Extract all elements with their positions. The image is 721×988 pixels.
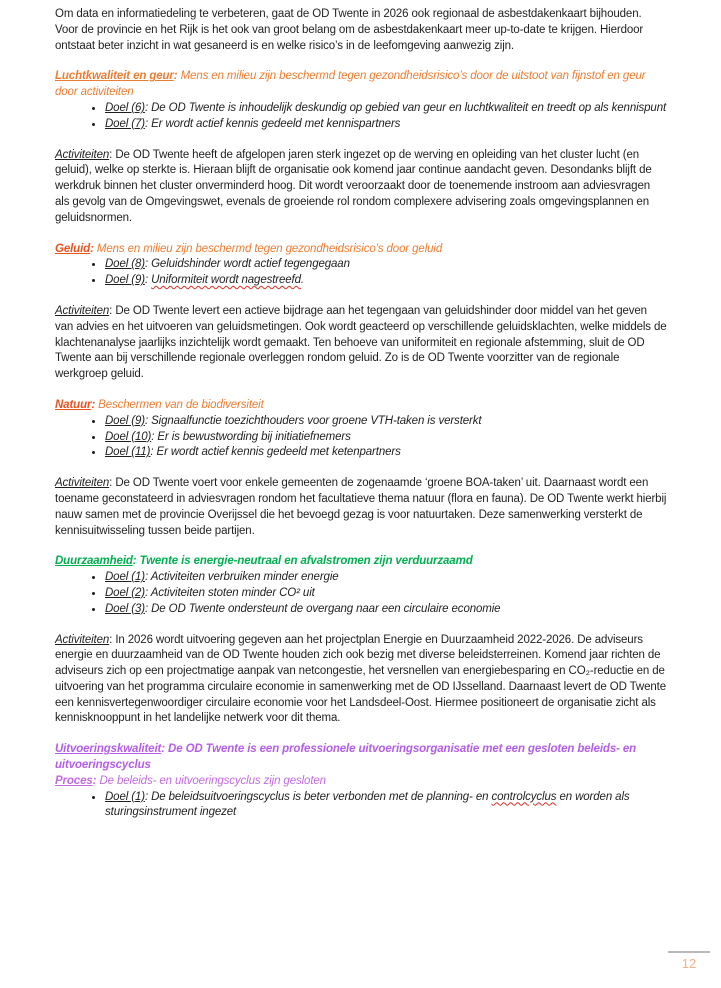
page-footer (668, 951, 710, 974)
section-colon: : (161, 743, 169, 756)
doel-bullet: • Doel (1): Activiteiten verbruiken minder energie (104, 570, 667, 586)
doel-bullet: • Doel (9): Uniformiteit wordt nagestreefd. (104, 273, 667, 289)
section-colon: : (92, 774, 100, 787)
section-heading-luchtkwaliteit (55, 69, 667, 101)
doel-bullet: • Doel (11): Er wordt actief kennis gedeeld met ketenpartners (104, 445, 667, 461)
doel-text: . (300, 274, 304, 287)
doel-text: Activiteiten stoten minder CO² uit (150, 586, 315, 599)
doel-list-proces (55, 790, 667, 822)
activiteiten-text: In 2026 wordt uitvoering gegeven aan het projectplan Energie en Duurzaamheid 2022-2026. De adviseurs energie en duurzaamheid van de OD Twente houden zich ook bezig met diverse beleidsterreinen. Komend jaar richten de adviseurs zich op een projectmatige aanpak van netcongestie, het versnellen van energiebesparing en CO₂-reductie en de uitvoering van het programma circulaire economie in samenwerking met de OD IJsselland. Daarnaast levert de OD Twente een kennisvertegenwoordiger circulaire economie voor het Landsdeel-Oost. Hiermee positioneert de organisatie zicht als kennisknooppunt in het landelijke netwerk voor dit thema. (55, 633, 666, 725)
activiteiten-text: De OD Twente heeft de afgelopen jaren sterk ingezet op de werving en opleiding van het cluster lucht (en geluid), welke op sterkte is. Hieraan blijft de organisatie ook komend jaar continue aandacht geven. Desondanks blijft de werkdruk binnen het cluster onverminderd hoog. Dit wordt veroorzaakt door de toenemende instroom aan adviesvragen als gevolg van de Omgevingswet, evenals de groeiende rol rondom complexere advisering zoals omgevingsplannen en geluidsnormen. (55, 148, 652, 224)
section-title: Uitvoeringskwaliteit (55, 743, 162, 756)
doel-text: en worden als sturingsinstrument ingezet (105, 790, 630, 819)
doel-list-duurzaamheid (55, 570, 667, 617)
doel-label: Doel (6) (105, 101, 145, 114)
section-colon: : (173, 70, 181, 83)
document-content (55, 7, 667, 836)
activiteiten-paragraph: Activiteiten: De OD Twente heeft de afgelopen jaren sterk ingezet op de werving en opleiding van het cluster lucht (en geluid), welke op sterkte is. Hieraan blijft de organisatie ook komend jaar continue aandacht geven. Desondanks blijft de werkdruk binnen het cluster onverminderd hoog. Dit wordt veroorzaakt door de toenemende instroom aan adviesvragen als gevolg van de Omgevingswet, evenals de groeiende rol rondom complexere advisering zoals omgevingsplannen en geluidsnormen. (55, 148, 652, 224)
activiteiten-paragraph: Activiteiten: De OD Twente voert voor enkele gemeenten de zogenaamde ‘groene BOA-taken’ uit. Daarnaast wordt een toename geconstateerd in adviesvragen rondom het facultatieve thema natuur (flora en fauna). De OD Twente werkt hierbij nauw samen met de provincie Overijssel die het bevoegd gezag is voor natuurtaken. Deze samenwerking versterkt de kennisuitwisseling tussen beide partijen. (55, 477, 667, 537)
doel-bullet: • Doel (2): Activiteiten stoten minder CO² uit (104, 586, 667, 602)
doel-label: Doel (9) (105, 274, 145, 287)
section-colon: : (132, 555, 140, 568)
section-heading-proces (55, 774, 667, 790)
doel-bullet: • Doel (1): De beleidsuitvoeringscyclus is beter verbonden met de planning- en controlcyclus en worden als sturingsinstrument ingezet (104, 790, 667, 822)
spellcheck-squiggle-text: Uniformiteit wordt nagestreefd (151, 274, 301, 287)
doel-label: Doel (10) (105, 430, 152, 443)
section-subtitle: Twente is energie-neutraal en afvalstromen zijn verduurzaamd (139, 555, 473, 568)
section-title: Proces (55, 774, 93, 787)
intro-paragraph: Om data en informatiedeling te verbeteren, gaat de OD Twente in 2026 ook regionaal de asbestdakenkaart bijhouden. Voor de provincie en het Rijk is het ook van groot belang om de asbestdakenkaart meer up-to-date te krijgen. Hierdoor ontstaat beter inzicht in wat gesaneerd is en welke risico’s in de leefomgeving aanwezig zijn. (55, 8, 644, 52)
doel-text: De OD Twente ondersteunt de overgang naar een circulaire economie (151, 602, 501, 615)
doel-label: Doel (1) (105, 571, 145, 584)
section-subtitle: Mens en milieu zijn beschermd tegen gezondheidsrisico’s door geluid (96, 242, 443, 255)
section-title: Duurzaamheid (55, 555, 133, 568)
section-title: Natuur (55, 398, 92, 411)
spellcheck-squiggle-text: controlcyclus (491, 790, 557, 803)
activiteiten-text: De OD Twente voert voor enkele gemeenten de zogenaamde ‘groene BOA-taken’ uit. Daarnaast wordt een toename geconstateerd in adviesvragen rondom het facultatieve thema natuur (flora en fauna). De OD Twente werkt hierbij nauw samen met de provincie Overijssel die het bevoegd gezag is voor natuurtaken. Deze samenwerking versterkt de kennisuitwisseling tussen beide partijen. (55, 477, 667, 537)
activiteiten-label: Activiteiten (55, 304, 110, 317)
doel-text: Er wordt actief kennis gedeeld met kennispartners (151, 117, 401, 130)
section-subtitle: Mens en milieu zijn beschermd tegen gezondheidsrisico’s door de uitstoot van fijnstof en geur door activiteiten (55, 70, 646, 99)
activiteiten-label: Activiteiten (55, 633, 110, 646)
activiteiten-paragraph: Activiteiten: In 2026 wordt uitvoering gegeven aan het projectplan Energie en Duurzaamheid 2022-2026. De adviseurs energie en duurzaamheid van de OD Twente houden zich ook bezig met diverse beleidsterreinen. Komend jaar richten de adviseurs zich op een projectmatige aanpak van netcongestie, het versnellen van energiebesparing en CO₂-reductie en de uitvoering van het programma circulaire economie in samenwerking met de OD IJsselland. Daarnaast levert de OD Twente een kennisvertegenwoordiger circulaire economie voor het Landsdeel-Oost. Hiermee positioneert de organisatie zicht als kennisknooppunt in het landelijke netwerk voor dit thema. (55, 633, 666, 725)
doel-list-luchtkwaliteit (55, 101, 667, 133)
section-title: Luchtkwaliteit en geur (55, 70, 174, 83)
doel-label: Doel (9) (105, 414, 145, 427)
doel-text: Geluidshinder wordt actief tegengegaan (151, 258, 350, 271)
doel-text: Signaalfunctie toezichthouders voor groene VTH-taken is versterkt (151, 414, 482, 427)
section-heading-uitvoeringskwaliteit (55, 742, 667, 774)
doel-bullet: • Doel (3): De OD Twente ondersteunt de overgang naar een circulaire economie (104, 602, 667, 618)
doel-label: Doel (1) (105, 790, 145, 803)
doel-bullet: • Doel (10): Er is bewustwording bij initiatiefnemers (104, 430, 667, 446)
section-heading-natuur (55, 398, 667, 414)
section-colon: : (90, 242, 97, 255)
doel-label: Doel (7) (105, 117, 145, 130)
doel-list-natuur (55, 414, 667, 461)
section-subtitle: De beleids- en uitvoeringscyclus zijn gesloten (99, 774, 326, 787)
activiteiten-text: De OD Twente levert een actieve bijdrage aan het tegengaan van geluidshinder door middel van het geven van advies en het uitvoeren van geluidsmetingen. Ook wordt geacteerd op verschillende geluidsklachten, welke middels de klachtenanalyse jaarlijks inzichtelijk wordt gemaakt. Ten behoeve van uniformiteit en regionale afstemming, sluit de OD Twente aan bij verschillende regionale overleggen rondom geluid. Zo is de OD Twente voorzitter van de regionale werkgroep geluid. (55, 304, 667, 381)
section-colon: : (91, 398, 99, 411)
doel-bullet: • Doel (9): Signaalfunctie toezichthouders voor groene VTH-taken is versterkt (104, 414, 667, 430)
activiteiten-label: Activiteiten (55, 477, 110, 490)
activiteiten-label: Activiteiten (55, 148, 110, 161)
section-heading-duurzaamheid (55, 554, 667, 570)
section-title: Geluid (55, 242, 91, 255)
doel-label: Doel (2) (105, 586, 145, 599)
doel-label: Doel (3) (105, 602, 145, 615)
doel-text: Er is bewustwording bij initiatiefnemers (157, 430, 351, 443)
doel-text: Activiteiten verbruiken minder energie (150, 571, 339, 584)
section-subtitle: De OD Twente is een professionele uitvoeringsorganisatie met een gesloten beleids- en uitvoeringscyclus (55, 743, 637, 772)
doel-bullet: • Doel (6): De OD Twente is inhoudelijk deskundig op gebied van geur en luchtkwaliteit en treedt op als kennispunt (104, 101, 667, 117)
doel-text: De beleidsuitvoeringscyclus is beter verbonden met de planning- en (151, 790, 492, 803)
section-heading-geluid (55, 242, 667, 258)
doel-bullet: • Doel (7): Er wordt actief kennis gedeeld met kennispartners (104, 117, 667, 133)
doel-label: Doel (8) (105, 258, 145, 271)
section-subtitle: Beschermen van de biodiversiteit (98, 398, 264, 411)
doel-bullet: • Doel (8): Geluidshinder wordt actief tegengegaan (104, 257, 667, 273)
doel-label: Doel (11) (105, 446, 151, 459)
page-number: 12 (681, 956, 697, 971)
doel-text: Er wordt actief kennis gedeeld met ketenpartners (156, 446, 401, 459)
doel-list-geluid (55, 257, 667, 289)
doel-text: De OD Twente is inhoudelijk deskundig op gebied van geur en luchtkwaliteit en treedt op als kennispunt (151, 101, 667, 114)
activiteiten-paragraph: Activiteiten: De OD Twente levert een actieve bijdrage aan het tegengaan van geluidshinder door middel van het geven van advies en het uitvoeren van geluidsmetingen. Ook wordt geacteerd op verschillende geluidsklachten, welke middels de klachtenanalyse jaarlijks inzichtelijk wordt gemaakt. Ten behoeve van uniformiteit en regionale afstemming, sluit de OD Twente aan bij verschillende regionale overleggen rondom geluid. Zo is de OD Twente voorzitter van de regionale werkgroep geluid. (55, 304, 667, 381)
